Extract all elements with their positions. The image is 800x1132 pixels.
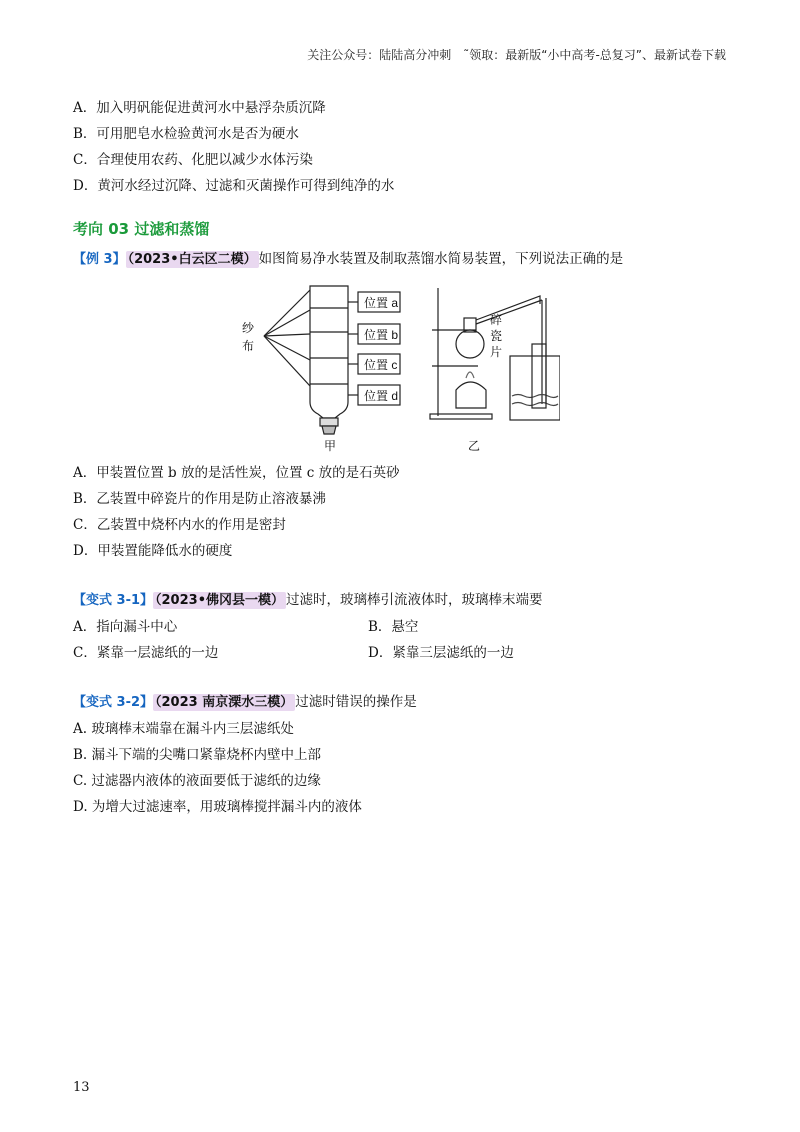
pos-a-label: 位置 a — [364, 296, 399, 310]
section-title: 考向 03 过滤和蒸馏 — [73, 220, 210, 238]
variant-3-1-text: 过滤时，玻璃棒引流液体时，玻璃棒末端要 — [286, 592, 543, 608]
prev-option-a: A．加入明矾能促进黄河水中悬浮杂质沉降 — [73, 100, 326, 116]
example-tag: 【例 3】 — [73, 252, 126, 267]
variant-3-2-option-c: C. 过滤器内液体的液面要低于滤纸的边缘 — [73, 773, 321, 789]
variant-3-2-option-a: A. 玻璃棒末端靠在漏斗内三层滤纸处 — [73, 721, 294, 737]
example-question-text: 如图简易净水装置及制取蒸馏水简易装置，下列说法正确的是 — [258, 251, 624, 267]
variant-3-1-tag: 【变式 3-1】 — [73, 593, 154, 608]
example-3-option-d: D．甲装置能降低水的硬度 — [73, 543, 233, 559]
caption-jia: 甲 — [324, 439, 337, 453]
chips-label-3: 片 — [490, 345, 503, 359]
variant-3-2-source: （2023 南京溧水三模） — [155, 695, 294, 710]
example-3-option-a: A．甲装置位置 b 放的是活性炭，位置 c 放的是石英砂 — [73, 465, 400, 481]
pos-c-label: 位置 c — [364, 358, 398, 372]
bottle-outline — [310, 286, 348, 418]
caption-yi: 乙 — [468, 439, 481, 453]
chips-label-1: 碎 — [490, 313, 503, 327]
variant-3-1-question — [73, 588, 543, 608]
example-3-option-b: B．乙装置中碎瓷片的作用是防止溶液暴沸 — [73, 491, 326, 507]
lamp — [456, 382, 486, 408]
variant-3-1-source: （2023•佛冈县一模） — [155, 593, 285, 608]
variant-3-2-question — [73, 690, 417, 710]
pos-d-label: 位置 d — [364, 389, 399, 403]
variant-3-2-option-b: B. 漏斗下端的尖嘴口紧靠烧杯内壁中上部 — [73, 747, 322, 763]
apparatus-figure — [240, 278, 560, 453]
page-number: 13 — [73, 1080, 90, 1095]
example-3-option-c: C．乙装置中烧杯内水的作用是密封 — [73, 517, 286, 533]
chips-label-2: 瓷 — [490, 329, 503, 343]
beaker — [510, 356, 560, 420]
page-header: 关注公众号：陆陆高分冲刺 ˜领取：最新版“小中高考-总复习”、最新试卷下载 — [307, 48, 726, 62]
prev-option-d: D．黄河水经过沉降、过滤和灭菌操作可得到纯净的水 — [73, 178, 395, 194]
prev-option-c: C．合理使用农药、化肥以减少水体污染 — [73, 152, 313, 168]
bottle-cap — [320, 418, 338, 426]
variant-3-1-option-b: B．悬空 — [368, 619, 419, 635]
prev-option-b: B．可用肥皂水检验黄河水是否为硬水 — [73, 126, 299, 142]
variant-3-1-option-d: D．紧靠三层滤纸的一边 — [368, 645, 514, 661]
gauze-label-2: 布 — [242, 339, 255, 353]
example-3-question — [73, 247, 623, 267]
flask — [456, 330, 484, 358]
pos-b-label: 位置 b — [364, 328, 399, 342]
variant-3-2-text: 过滤时错误的操作是 — [295, 694, 417, 710]
variant-3-2-tag: 【变式 3-2】 — [73, 695, 154, 710]
stand-base — [430, 414, 492, 419]
variant-3-2-option-d: D. 为增大过滤速率，用玻璃棒搅拌漏斗内的液体 — [73, 799, 362, 815]
variant-3-1-option-a: A．指向漏斗中心 — [73, 619, 178, 635]
gauze-label-1: 纱 — [242, 321, 255, 335]
example-source: （2023•白云区二模） — [127, 252, 257, 267]
variant-3-1-option-c: C．紧靠一层滤纸的一边 — [73, 645, 219, 661]
